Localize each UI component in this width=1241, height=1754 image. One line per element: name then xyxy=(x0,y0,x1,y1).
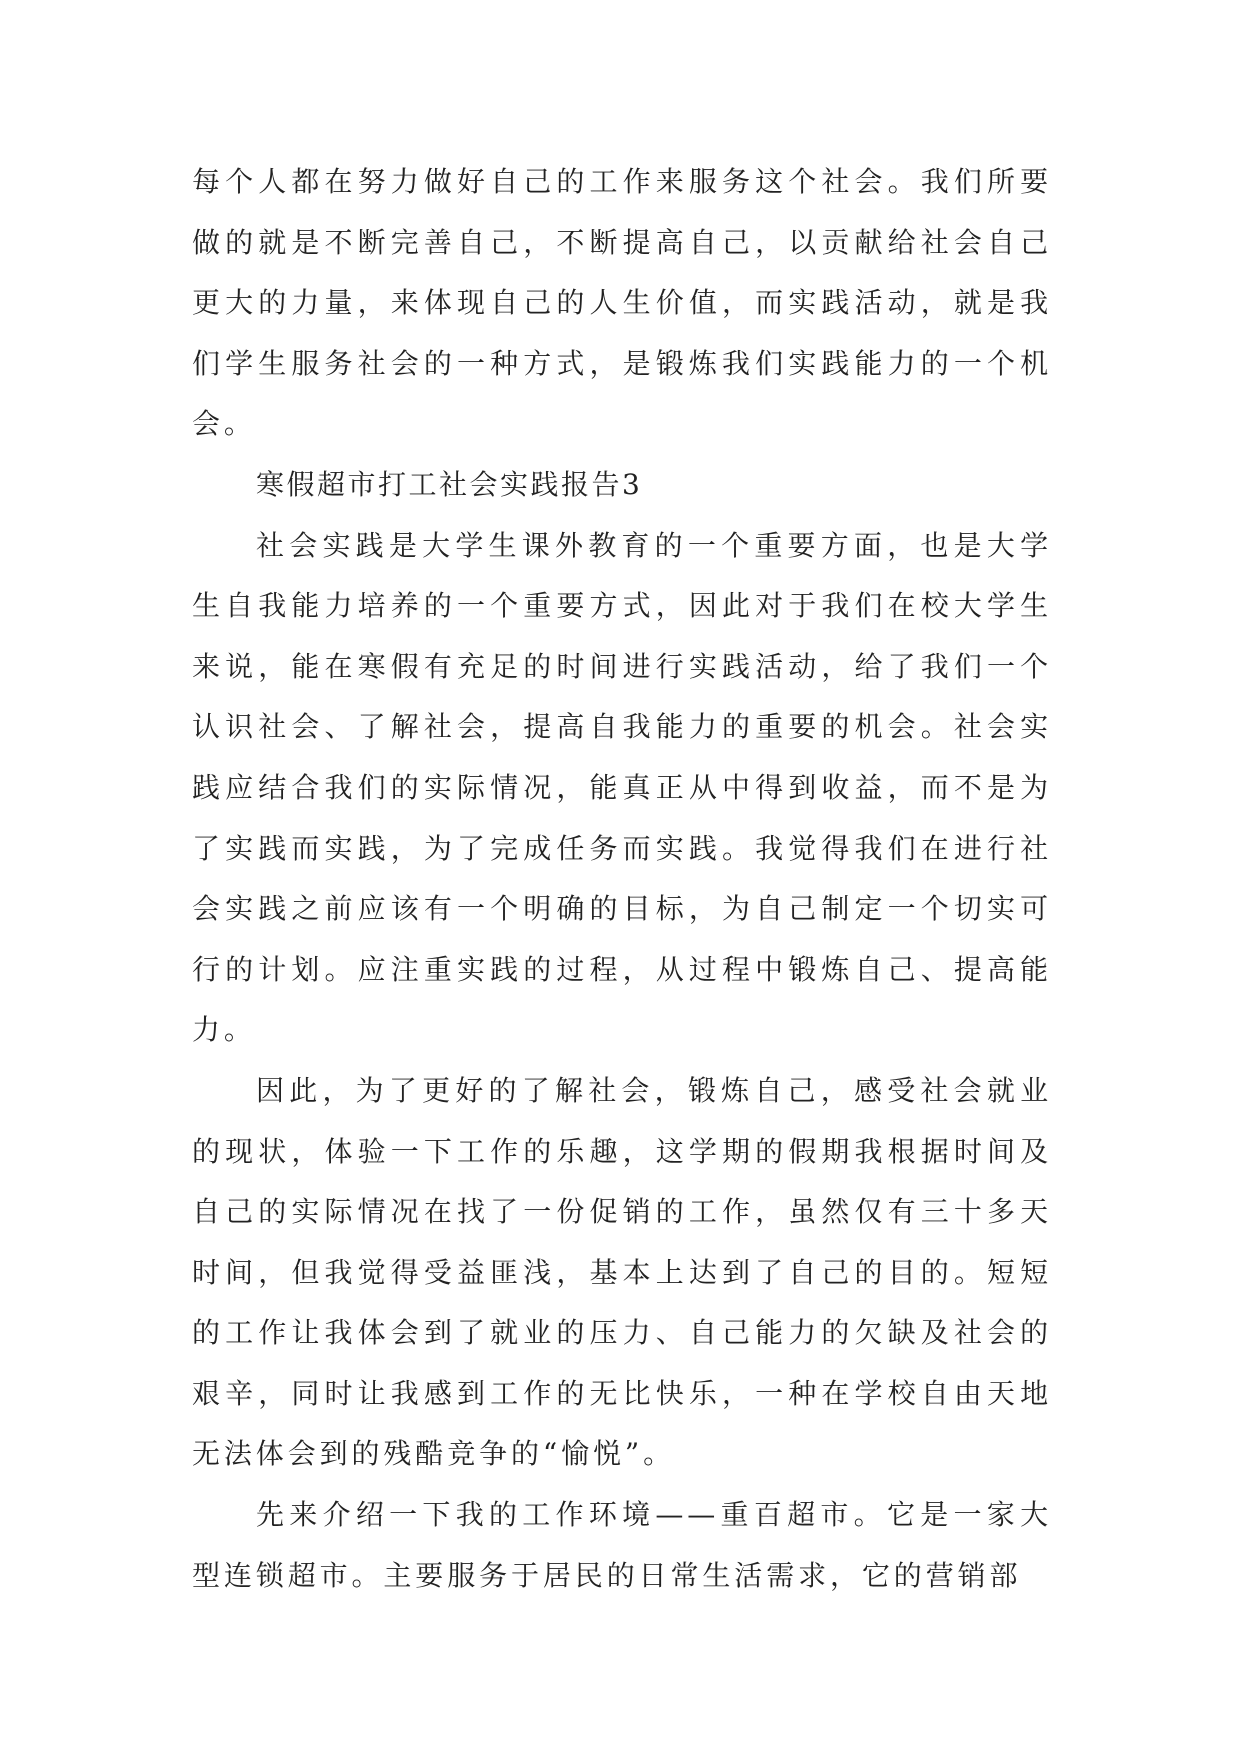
paragraph: 社会实践是大学生课外教育的一个重要方面，也是大学生自我能力培养的一个重要方式，因此对于我们在校大学生来说，能在寒假有充足的时间进行实践活动，给了我们一个认识社会、了解社会，提高自我能力的重要的机会。社会实践应结合我们的实际情况，能真正从中得到收益，而不是为了实践而实践，为了完成任务而实践。我觉得我们在进行社会实践之前应该有一个明确的目标，为自己制定一个切实可行的计划。应注重实践的过程，从过程中锻炼自己、提高能力。 xyxy=(192,528,1052,1047)
section-heading: 寒假超市打工社会实践报告3 xyxy=(256,467,643,501)
paragraph: 先来介绍一下我的工作环境——重百超市。它是一家大型连锁超市。主要服务于居民的日常生活需求，它的营销部 xyxy=(192,1498,1052,1592)
paragraph-continuation: 每个人都在努力做好自己的工作来服务这个社会。我们所要做的就是不断完善自己，不断提高自己，以贡献给社会自己更大的力量，来体现自己的人生价值，而实践活动，就是我们学生服务社会的一种方式，是锻炼我们实践能力的一个机会。 xyxy=(192,165,1052,441)
document-page xyxy=(192,152,1052,1606)
paragraph: 因此，为了更好的了解社会，锻炼自己，感受社会就业的现状，体验一下工作的乐趣，这学期的假期我根据时间及自己的实际情况在找了一份促销的工作，虽然仅有三十多天时间，但我觉得受益匪浅，基本上达到了自己的目的。短短的工作让我体会到了就业的压力、自己能力的欠缺及社会的艰辛，同时让我感到工作的无比快乐，一种在学校自由天地无法体会到的残酷竞争的“愉悦”。 xyxy=(192,1073,1052,1471)
